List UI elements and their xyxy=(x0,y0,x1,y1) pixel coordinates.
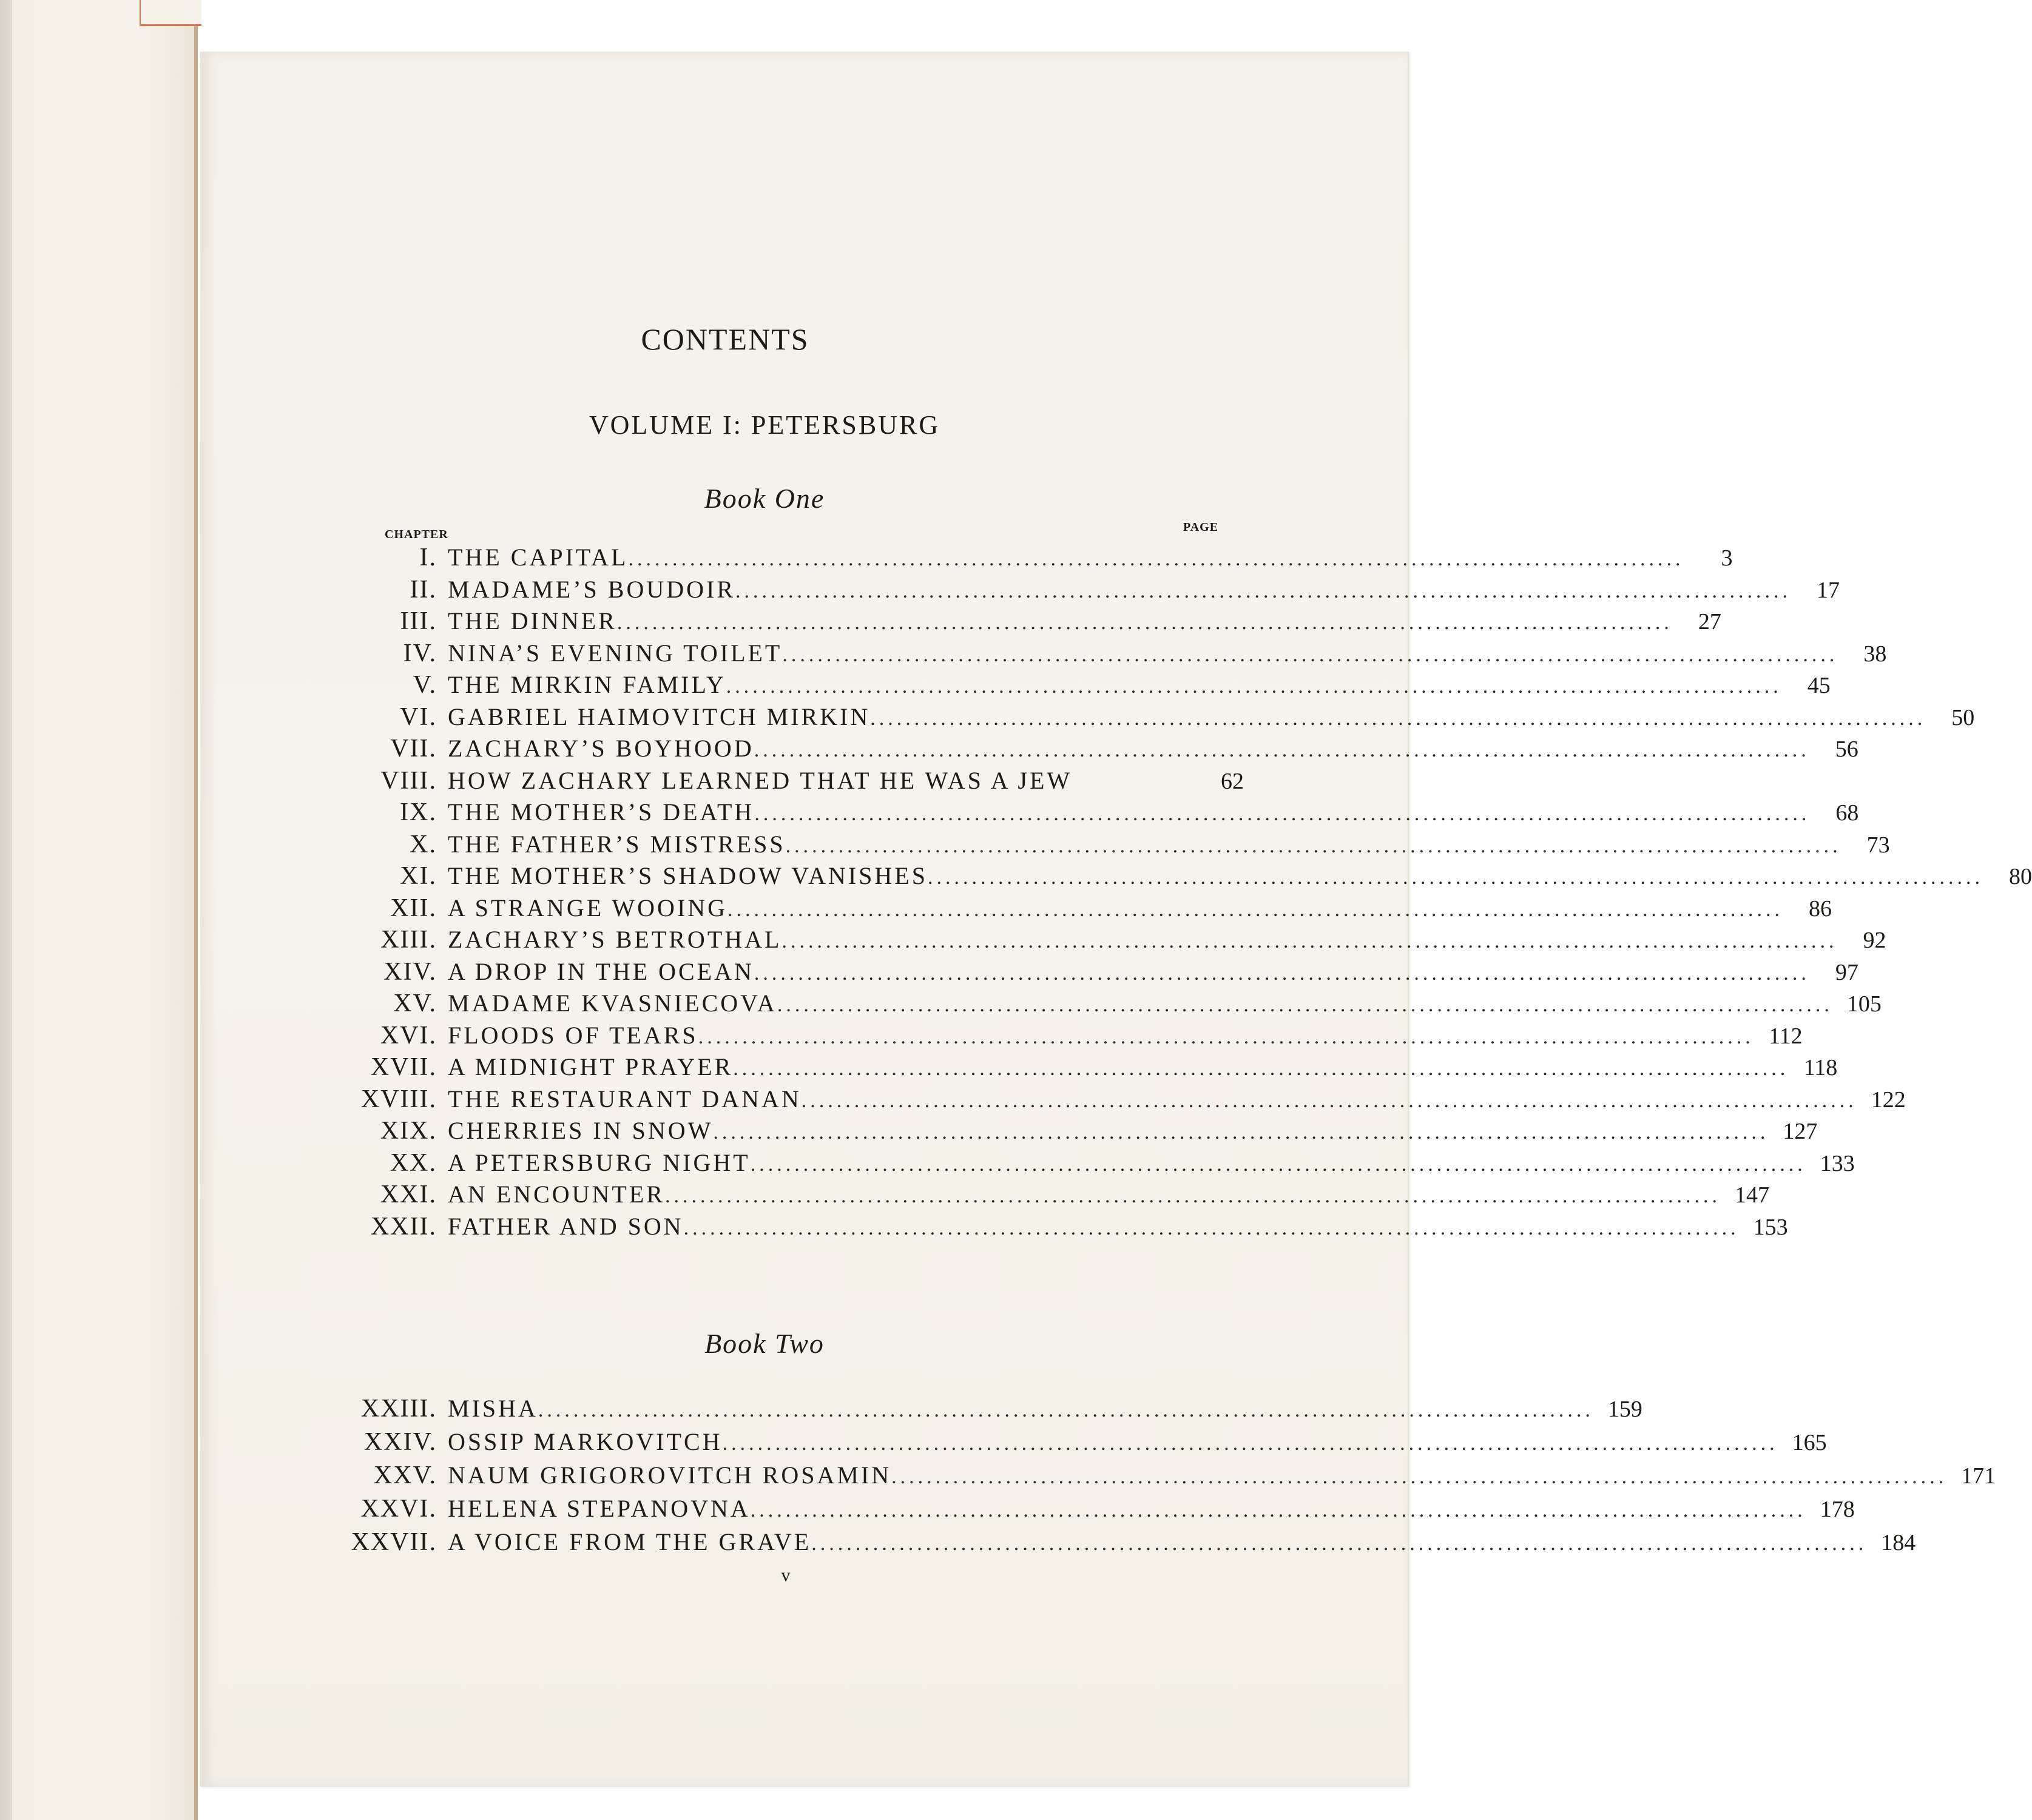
leader-dots: ........................................................................................................................ xyxy=(754,739,1810,761)
chapter-number: XXIII. xyxy=(360,1395,437,1423)
chapter-number: III. xyxy=(400,607,437,635)
chapter-page-number: 80 xyxy=(2008,864,2032,889)
toc-row xyxy=(328,607,1721,639)
toc-row xyxy=(328,1461,1996,1494)
contents-heading: CONTENTS xyxy=(641,322,809,356)
chapter-number: XIV. xyxy=(383,957,437,986)
chapter-page-number: 56 xyxy=(1835,736,1858,762)
leader-dots: ........................................................................................................................ xyxy=(750,1499,1806,1522)
chapter-page-number: 165 xyxy=(1792,1430,1827,1455)
chapter-number: II. xyxy=(410,575,437,604)
chapter-title: FLOODS OF TEARS xyxy=(448,1021,698,1049)
chapter-page-number: 17 xyxy=(1817,577,1840,603)
leader-dots: ........................................................................................................................ xyxy=(801,1089,1857,1112)
chapter-page-number: 133 xyxy=(1820,1150,1855,1176)
chapter-title: THE MOTHER’S DEATH xyxy=(448,798,755,826)
chapter-page-number: 50 xyxy=(1951,704,1975,730)
chapter-number: IX. xyxy=(400,798,437,826)
toc-row xyxy=(328,670,1831,703)
chapter-page-number: 86 xyxy=(1809,895,1832,922)
chapter-page-number: 118 xyxy=(1803,1055,1838,1080)
chapter-number: XIX. xyxy=(380,1117,437,1145)
chapter-number: XI. xyxy=(400,862,437,890)
chapter-page-number: 171 xyxy=(1961,1463,1996,1489)
chapter-number: XVII. xyxy=(370,1053,437,1081)
chapter-page-number: 73 xyxy=(1866,832,1890,858)
chapter-number: VI. xyxy=(400,703,437,731)
chapter-number: I. xyxy=(419,544,437,571)
toc-row xyxy=(328,1494,1855,1527)
toc-row xyxy=(328,798,1859,831)
chapter-title: HOW ZACHARY LEARNED THAT HE WAS A JEW xyxy=(448,766,1073,794)
toc-row xyxy=(328,1394,1642,1427)
chapter-column-label: CHAPTER xyxy=(385,528,448,541)
chapter-number: XV. xyxy=(393,989,437,1017)
chapter-title: A STRANGE WOOING xyxy=(448,894,728,922)
leader-dots: ........................................................................................................................ xyxy=(785,834,1841,857)
chapter-page-number: 112 xyxy=(1769,1023,1803,1049)
volume-heading: VOLUME I: PETERSBURG xyxy=(589,410,940,440)
toc-row xyxy=(328,957,1858,990)
chapter-number: XXIV. xyxy=(363,1428,437,1456)
chapter-number: X. xyxy=(410,830,437,858)
leader-dots: ........................................................................................................................ xyxy=(683,1216,1740,1239)
leader-dots: ........................................................................................................................ xyxy=(698,1025,1754,1048)
toc-row xyxy=(328,575,1840,608)
chapter-title: ZACHARY’S BETROTHAL xyxy=(448,926,782,953)
chapter-title: MADAME KVASNIECOVA xyxy=(448,989,777,1017)
chapter-title: MISHA xyxy=(448,1395,538,1422)
leader-dots: ........................................................................................................................ xyxy=(891,1466,1948,1488)
toc-row xyxy=(328,1212,1788,1245)
chapter-number: IV. xyxy=(403,639,437,667)
chapter-title: A VOICE FROM THE GRAVE xyxy=(448,1528,812,1555)
chapter-number: XVI. xyxy=(380,1021,437,1050)
chapter-number: VIII. xyxy=(380,766,437,795)
leader-dots: ........................................................................................................................ xyxy=(538,1399,1594,1421)
toc-row xyxy=(328,766,1244,799)
toc-row xyxy=(328,989,1882,1022)
chapter-page-number: 147 xyxy=(1734,1182,1769,1208)
chapter-page-number: 178 xyxy=(1820,1497,1855,1522)
toc-row xyxy=(328,543,1733,576)
chapter-number: XIII. xyxy=(380,926,437,954)
left-page-corner xyxy=(140,0,201,26)
chapter-number: XXVI. xyxy=(360,1495,437,1523)
leader-dots: ........................................................................................................................ xyxy=(733,1057,1789,1080)
chapter-page-number: 27 xyxy=(1698,609,1721,635)
chapter-number: XII. xyxy=(390,894,437,922)
chapter-page-number: 105 xyxy=(1846,991,1882,1017)
toc-row xyxy=(328,1180,1769,1213)
toc-row xyxy=(328,1528,1916,1560)
chapter-page-number: 3 xyxy=(1721,545,1733,571)
leader-dots: ........................................................................................................................ xyxy=(727,898,1784,921)
toc-row xyxy=(328,1021,1803,1054)
chapter-page-number: 184 xyxy=(1881,1530,1916,1555)
chapter-page-number: 92 xyxy=(1863,928,1886,953)
chapter-number: XXV. xyxy=(373,1461,437,1489)
book-one-heading: Book One xyxy=(704,483,825,514)
leader-dots: ........................................................................................................................ xyxy=(726,675,1782,698)
toc-row xyxy=(328,830,1890,863)
leader-dots: ........................................................................................................................ xyxy=(616,612,1673,634)
chapter-page-number: 68 xyxy=(1835,800,1859,826)
toc-row xyxy=(328,861,2032,894)
chapter-page-number: 45 xyxy=(1807,673,1831,698)
leader-dots: ........................................................................................................................ xyxy=(713,1121,1769,1144)
chapter-title: FATHER AND SON xyxy=(448,1212,684,1240)
chapter-page-number: 159 xyxy=(1607,1397,1642,1422)
chapter-number: VII. xyxy=(390,735,437,763)
toc-row xyxy=(328,703,1975,735)
chapter-page-number: 122 xyxy=(1871,1087,1906,1113)
chapter-page-number: 127 xyxy=(1783,1119,1818,1144)
leader-dots: ........................................................................................................................ xyxy=(927,866,1983,889)
page-column-label: PAGE xyxy=(1183,521,1219,534)
chapter-title: THE CAPITAL xyxy=(448,544,629,571)
leader-dots: ........................................................................................................................ xyxy=(722,1432,1778,1455)
toc-row xyxy=(328,639,1887,672)
chapter-page-number: 97 xyxy=(1835,959,1858,985)
chapter-number: XVIII. xyxy=(360,1085,437,1113)
leader-dots: ........................................................................................................................ xyxy=(664,1185,1721,1207)
chapter-title: NAUM GRIGOROVITCH ROSAMIN xyxy=(448,1461,892,1489)
toc-row xyxy=(328,1427,1827,1460)
leader-dots: ........................................................................................................................ xyxy=(750,1153,1806,1176)
chapter-title: THE MIRKIN FAMILY xyxy=(448,671,726,698)
chapter-title: NINA’S EVENING TOILET xyxy=(448,639,783,667)
toc-row xyxy=(328,925,1886,958)
chapter-number: XX. xyxy=(390,1148,437,1177)
leader-dots: ........................................................................................................................ xyxy=(782,643,1838,666)
chapter-title: A PETERSBURG NIGHT xyxy=(448,1148,751,1176)
chapter-title: THE DINNER xyxy=(448,607,617,635)
chapter-title: A DROP IN THE OCEAN xyxy=(448,957,754,985)
chapter-number: V. xyxy=(413,671,437,699)
chapter-number: XXVII. xyxy=(351,1528,437,1556)
chapter-title: AN ENCOUNTER xyxy=(448,1181,665,1208)
toc-row xyxy=(328,734,1858,767)
chapter-title: MADAME’S BOUDOIR xyxy=(448,575,736,603)
leader-dots: ........................................................................................................................ xyxy=(628,548,1684,570)
leader-dots: ........................................................................................................................ xyxy=(870,707,1926,730)
chapter-title: ZACHARY’S BOYHOOD xyxy=(448,735,754,762)
left-page-edge xyxy=(12,0,198,1820)
toc-row xyxy=(328,1085,1906,1117)
chapter-title: HELENA STEPANOVNA xyxy=(448,1495,751,1522)
leader-dots: ........................................................................................................................ xyxy=(777,994,1833,1016)
chapter-page-number: 62 xyxy=(1221,768,1244,794)
toc-row xyxy=(328,1116,1818,1149)
toc-row xyxy=(328,1148,1855,1181)
chapter-title: A MIDNIGHT PRAYER xyxy=(448,1053,734,1080)
chapter-title: OSSIP MARKOVITCH xyxy=(448,1428,723,1455)
chapter-number: XXII. xyxy=(370,1212,437,1241)
chapter-title: CHERRIES IN SNOW xyxy=(448,1117,714,1144)
chapter-title: THE FATHER’S MISTRESS xyxy=(448,830,786,858)
toc-row xyxy=(328,1053,1838,1085)
chapter-title: GABRIEL HAIMOVITCH MIRKIN xyxy=(448,703,871,730)
leader-dots: ........................................................................................................................ xyxy=(735,579,1792,602)
chapter-number: XXI. xyxy=(380,1181,437,1208)
chapter-page-number: 153 xyxy=(1753,1214,1788,1240)
leader-dots: ........................................................................................................................ xyxy=(754,962,1810,985)
chapter-title: THE MOTHER’S SHADOW VANISHES xyxy=(448,862,928,889)
chapter-page-number: 38 xyxy=(1863,641,1887,667)
toc-row xyxy=(328,894,1832,926)
leader-dots: ........................................................................................................................ xyxy=(781,930,1838,952)
chapter-title: THE RESTAURANT DANAN xyxy=(448,1085,802,1113)
leader-dots: ........................................................................................................................ xyxy=(754,803,1811,825)
book-two-heading: Book Two xyxy=(704,1328,825,1359)
page-folio: v xyxy=(781,1565,791,1585)
leader-dots: ........................................................................................................................ xyxy=(811,1532,1868,1555)
